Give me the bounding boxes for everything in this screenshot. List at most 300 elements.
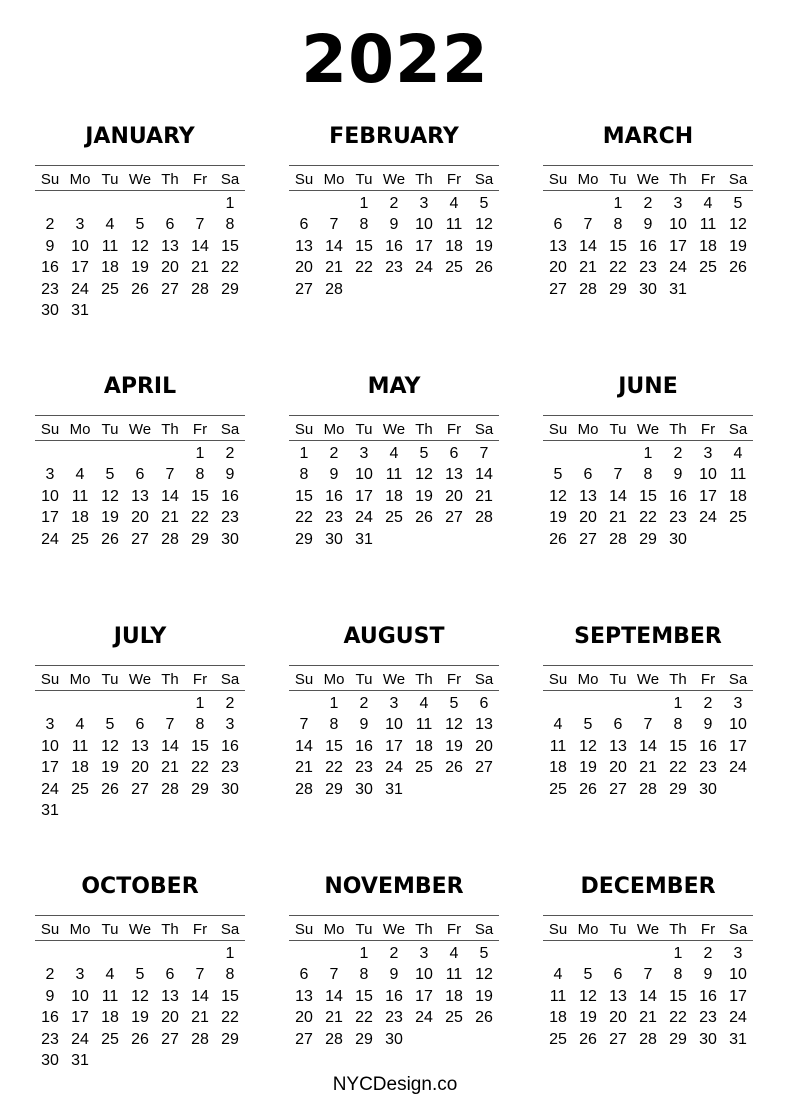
weekday-label: Sa <box>728 421 748 438</box>
day-cell: 21 <box>579 259 597 277</box>
day-cell: 1 <box>673 694 683 712</box>
day-cell: 29 <box>221 1030 239 1048</box>
day-cell: 2 <box>389 944 399 962</box>
weekday-label: Sa <box>728 671 748 688</box>
day-cell: 28 <box>639 780 657 798</box>
day-cell: 27 <box>161 280 179 298</box>
day-cell: 18 <box>445 237 463 255</box>
month-september <box>543 624 753 801</box>
weekday-label: We <box>636 171 660 188</box>
weekday-label: Sa <box>474 421 494 438</box>
day-cell: 23 <box>699 759 717 777</box>
day-cell: 23 <box>355 759 373 777</box>
weekday-label: Su <box>40 671 60 688</box>
day-cell: 7 <box>329 966 339 984</box>
weekday-label: Th <box>161 421 179 438</box>
day-cell: 25 <box>415 759 433 777</box>
week-row <box>543 508 753 530</box>
weekday-label: Su <box>40 921 60 938</box>
week-row <box>543 943 753 965</box>
day-cell: 21 <box>475 487 493 505</box>
day-cell: 17 <box>355 487 373 505</box>
day-cell: 19 <box>131 1009 149 1027</box>
week-row <box>35 943 245 965</box>
week-row <box>289 1008 499 1030</box>
week-row <box>289 486 499 508</box>
weekday-label: Th <box>415 921 433 938</box>
month-name: JUNE <box>618 374 678 399</box>
week-row <box>35 508 245 530</box>
weekday-label: Mo <box>577 421 599 438</box>
day-cell: 19 <box>101 759 119 777</box>
week-row <box>35 715 245 737</box>
day-cell: 28 <box>325 1030 343 1048</box>
day-cell: 13 <box>295 237 313 255</box>
weekday-label: Su <box>294 671 314 688</box>
day-cell: 1 <box>225 944 235 962</box>
day-cell: 17 <box>41 509 59 527</box>
day-cell: 8 <box>329 716 339 734</box>
month-october <box>35 874 245 1072</box>
day-cell: 7 <box>165 466 175 484</box>
day-cell: 12 <box>475 216 493 234</box>
weekday-label: Fr <box>192 671 208 688</box>
weekday-label: We <box>128 921 152 938</box>
month-name: MAY <box>367 374 421 399</box>
day-cell: 20 <box>161 1009 179 1027</box>
day-cell: 22 <box>639 509 657 527</box>
day-cell: 1 <box>613 194 623 212</box>
year-title: 2022 <box>301 21 489 98</box>
day-cell: 3 <box>733 694 743 712</box>
week-row <box>35 279 245 301</box>
day-cell: 18 <box>415 737 433 755</box>
day-cell: 27 <box>609 1030 627 1048</box>
day-cell: 15 <box>355 987 373 1005</box>
day-cell: 4 <box>553 716 563 734</box>
day-cell: 28 <box>475 509 493 527</box>
day-cell: 16 <box>699 987 717 1005</box>
weekday-label: Tu <box>609 921 627 938</box>
week-row <box>35 258 245 280</box>
day-cell: 17 <box>415 237 433 255</box>
day-cell: 18 <box>101 259 119 277</box>
day-cell: 10 <box>71 987 89 1005</box>
day-cell: 31 <box>71 1052 89 1070</box>
day-cell: 15 <box>639 487 657 505</box>
day-cell: 16 <box>385 237 403 255</box>
day-cell: 9 <box>643 216 653 234</box>
day-cell: 12 <box>101 487 119 505</box>
day-cell: 26 <box>579 780 597 798</box>
day-cell: 8 <box>195 466 205 484</box>
day-cell: 30 <box>699 780 717 798</box>
weekday-label: Mo <box>323 671 345 688</box>
day-cell: 11 <box>549 987 567 1005</box>
weekday-label: Mo <box>323 171 345 188</box>
day-cell: 5 <box>479 944 489 962</box>
day-cell: 11 <box>101 987 119 1005</box>
week-row <box>289 986 499 1008</box>
day-cell: 27 <box>579 530 597 548</box>
month-name: APRIL <box>103 374 177 399</box>
day-cell: 13 <box>131 737 149 755</box>
day-cell: 14 <box>325 987 343 1005</box>
day-cell: 2 <box>45 966 55 984</box>
day-cell: 3 <box>75 966 85 984</box>
day-cell: 23 <box>385 259 403 277</box>
day-cell: 20 <box>131 759 149 777</box>
day-cell: 9 <box>359 716 369 734</box>
day-cell: 21 <box>639 1009 657 1027</box>
weekday-header <box>35 420 245 441</box>
day-cell: 13 <box>609 737 627 755</box>
day-cell: 2 <box>45 216 55 234</box>
day-cell: 15 <box>221 987 239 1005</box>
week-row <box>543 279 753 301</box>
month-grid <box>35 665 245 822</box>
week-row <box>289 465 499 487</box>
day-cell: 30 <box>699 1030 717 1048</box>
day-cell: 25 <box>385 509 403 527</box>
day-cell: 24 <box>355 509 373 527</box>
day-cell: 4 <box>733 444 743 462</box>
day-cell: 5 <box>419 444 429 462</box>
day-cell: 1 <box>299 444 309 462</box>
day-cell: 30 <box>355 780 373 798</box>
day-cell: 30 <box>639 280 657 298</box>
day-cell: 26 <box>101 780 119 798</box>
month-august <box>289 624 499 801</box>
month-grid <box>289 415 499 551</box>
day-cell: 15 <box>609 237 627 255</box>
day-cell: 5 <box>135 216 145 234</box>
week-row <box>543 758 753 780</box>
month-may <box>289 374 499 551</box>
day-cell: 23 <box>669 509 687 527</box>
day-cell: 11 <box>549 737 567 755</box>
day-cell: 18 <box>445 987 463 1005</box>
day-cell: 29 <box>609 280 627 298</box>
day-cell: 24 <box>729 759 747 777</box>
week-row <box>35 193 245 215</box>
day-cell: 31 <box>41 802 59 820</box>
day-cell: 2 <box>643 194 653 212</box>
weekday-label: Tu <box>101 421 119 438</box>
day-cell: 5 <box>553 466 563 484</box>
day-cell: 28 <box>161 780 179 798</box>
weekday-label: Th <box>669 421 687 438</box>
day-cell: 16 <box>221 737 239 755</box>
day-cell: 12 <box>445 716 463 734</box>
day-cell: 27 <box>445 509 463 527</box>
weekday-label: Fr <box>446 171 462 188</box>
day-cell: 11 <box>445 966 463 984</box>
day-cell: 13 <box>549 237 567 255</box>
day-cell: 6 <box>583 466 593 484</box>
day-cell: 26 <box>475 1009 493 1027</box>
weekday-label: Fr <box>700 921 716 938</box>
day-cell: 10 <box>41 487 59 505</box>
week-row <box>543 736 753 758</box>
day-cell: 22 <box>191 509 209 527</box>
day-cell: 28 <box>639 1030 657 1048</box>
day-cell: 9 <box>45 987 55 1005</box>
day-cell: 15 <box>221 237 239 255</box>
day-cell: 22 <box>221 1009 239 1027</box>
day-cell: 24 <box>385 759 403 777</box>
day-cell: 27 <box>131 530 149 548</box>
weekday-label: Sa <box>474 171 494 188</box>
day-cell: 15 <box>669 737 687 755</box>
day-cell: 4 <box>419 694 429 712</box>
weekday-label: Fr <box>192 921 208 938</box>
weekday-label: Tu <box>355 921 373 938</box>
weekday-label: Mo <box>69 921 91 938</box>
day-cell: 8 <box>673 716 683 734</box>
day-cell: 13 <box>609 987 627 1005</box>
week-row <box>543 465 753 487</box>
day-cell: 23 <box>41 1030 59 1048</box>
day-cell: 5 <box>449 694 459 712</box>
day-cell: 26 <box>131 280 149 298</box>
day-cell: 14 <box>639 737 657 755</box>
day-cell: 4 <box>75 466 85 484</box>
weekday-label: Th <box>669 671 687 688</box>
day-cell: 23 <box>385 1009 403 1027</box>
day-cell: 29 <box>355 1030 373 1048</box>
day-cell: 19 <box>475 237 493 255</box>
month-grid <box>35 165 245 322</box>
month-name: OCTOBER <box>81 874 199 899</box>
day-cell: 21 <box>191 1009 209 1027</box>
day-cell: 9 <box>329 466 339 484</box>
day-cell: 8 <box>359 216 369 234</box>
week-row <box>289 965 499 987</box>
day-cell: 18 <box>101 1009 119 1027</box>
weekday-label: Tu <box>609 421 627 438</box>
day-cell: 27 <box>161 1030 179 1048</box>
day-cell: 21 <box>639 759 657 777</box>
day-cell: 28 <box>191 280 209 298</box>
day-cell: 19 <box>131 259 149 277</box>
month-april <box>35 374 245 551</box>
day-cell: 13 <box>475 716 493 734</box>
day-cell: 24 <box>415 1009 433 1027</box>
day-cell: 15 <box>191 487 209 505</box>
day-cell: 8 <box>673 966 683 984</box>
day-cell: 10 <box>729 966 747 984</box>
weekday-label: We <box>128 421 152 438</box>
day-cell: 9 <box>389 216 399 234</box>
day-cell: 10 <box>415 216 433 234</box>
weekday-label: Mo <box>323 421 345 438</box>
day-cell: 5 <box>733 194 743 212</box>
week-row <box>543 236 753 258</box>
day-cell: 23 <box>699 1009 717 1027</box>
month-december <box>543 874 753 1051</box>
week-row <box>289 736 499 758</box>
day-cell: 30 <box>669 530 687 548</box>
day-cell: 8 <box>643 466 653 484</box>
day-cell: 8 <box>299 466 309 484</box>
day-cell: 17 <box>729 987 747 1005</box>
day-cell: 28 <box>295 780 313 798</box>
week-row <box>35 779 245 801</box>
day-cell: 8 <box>225 216 235 234</box>
day-cell: 16 <box>325 487 343 505</box>
day-cell: 14 <box>161 487 179 505</box>
day-cell: 26 <box>475 259 493 277</box>
day-cell: 12 <box>475 966 493 984</box>
weekday-label: Th <box>161 171 179 188</box>
month-name: DECEMBER <box>580 874 716 899</box>
day-cell: 19 <box>101 509 119 527</box>
day-cell: 13 <box>579 487 597 505</box>
day-cell: 12 <box>415 466 433 484</box>
day-cell: 24 <box>699 509 717 527</box>
day-cell: 17 <box>71 1009 89 1027</box>
weekday-label: Su <box>548 421 568 438</box>
day-cell: 6 <box>613 966 623 984</box>
day-cell: 17 <box>71 259 89 277</box>
month-grid <box>289 165 499 301</box>
day-cell: 1 <box>195 444 205 462</box>
month-name: SEPTEMBER <box>574 624 722 649</box>
day-cell: 10 <box>385 716 403 734</box>
weekday-label: Th <box>415 421 433 438</box>
weekday-label: Mo <box>69 671 91 688</box>
month-name: MARCH <box>602 124 694 149</box>
weekday-label: Tu <box>609 171 627 188</box>
day-cell: 19 <box>579 759 597 777</box>
day-cell: 3 <box>75 216 85 234</box>
day-cell: 18 <box>549 1009 567 1027</box>
day-cell: 4 <box>105 216 115 234</box>
weekday-label: Th <box>161 671 179 688</box>
day-cell: 21 <box>609 509 627 527</box>
month-grid <box>35 415 245 551</box>
day-cell: 21 <box>161 509 179 527</box>
week-row <box>289 758 499 780</box>
week-row <box>289 279 499 301</box>
day-cell: 22 <box>669 1009 687 1027</box>
day-cell: 27 <box>295 1030 313 1048</box>
day-cell: 9 <box>45 237 55 255</box>
weekday-header <box>35 670 245 691</box>
weekday-label: Su <box>548 671 568 688</box>
day-cell: 19 <box>445 737 463 755</box>
day-cell: 9 <box>703 716 713 734</box>
day-cell: 14 <box>161 737 179 755</box>
day-cell: 19 <box>549 509 567 527</box>
day-cell: 3 <box>733 944 743 962</box>
weekday-label: We <box>636 671 660 688</box>
day-cell: 8 <box>195 716 205 734</box>
day-cell: 5 <box>105 466 115 484</box>
weekday-label: Mo <box>577 671 599 688</box>
week-row <box>35 1051 245 1073</box>
day-cell: 29 <box>191 530 209 548</box>
day-cell: 17 <box>385 737 403 755</box>
day-cell: 14 <box>475 466 493 484</box>
day-cell: 10 <box>729 716 747 734</box>
day-cell: 24 <box>41 530 59 548</box>
weekday-label: Fr <box>192 421 208 438</box>
week-row <box>289 693 499 715</box>
day-cell: 3 <box>419 944 429 962</box>
week-row <box>543 529 753 551</box>
day-cell: 10 <box>71 237 89 255</box>
day-cell: 7 <box>583 216 593 234</box>
weekday-label: Tu <box>355 421 373 438</box>
weekday-label: Fr <box>446 421 462 438</box>
weekday-header <box>35 170 245 191</box>
weekday-label: Mo <box>577 921 599 938</box>
weekday-label: Fr <box>700 671 716 688</box>
day-cell: 3 <box>673 194 683 212</box>
day-cell: 4 <box>449 194 459 212</box>
day-cell: 15 <box>191 737 209 755</box>
day-cell: 21 <box>191 259 209 277</box>
week-row <box>35 758 245 780</box>
day-cell: 28 <box>325 280 343 298</box>
day-cell: 23 <box>221 759 239 777</box>
day-cell: 16 <box>41 1009 59 1027</box>
day-cell: 27 <box>609 780 627 798</box>
week-row <box>35 1008 245 1030</box>
weekday-label: Tu <box>355 171 373 188</box>
month-name: JULY <box>113 624 167 649</box>
weekday-label: Sa <box>220 171 240 188</box>
day-cell: 17 <box>415 987 433 1005</box>
day-cell: 1 <box>643 444 653 462</box>
weekday-label: Su <box>548 921 568 938</box>
weekday-label: Su <box>294 921 314 938</box>
month-name: NOVEMBER <box>324 874 464 899</box>
day-cell: 26 <box>549 530 567 548</box>
day-cell: 20 <box>549 259 567 277</box>
day-cell: 3 <box>703 444 713 462</box>
day-cell: 7 <box>195 966 205 984</box>
day-cell: 3 <box>359 444 369 462</box>
day-cell: 9 <box>389 966 399 984</box>
day-cell: 24 <box>415 259 433 277</box>
weekday-label: Sa <box>220 421 240 438</box>
day-cell: 6 <box>613 716 623 734</box>
week-row <box>35 301 245 323</box>
day-cell: 6 <box>135 716 145 734</box>
month-name: JANUARY <box>85 124 195 149</box>
day-cell: 29 <box>639 530 657 548</box>
day-cell: 24 <box>41 780 59 798</box>
weekday-header <box>543 920 753 941</box>
day-cell: 5 <box>583 966 593 984</box>
day-cell: 22 <box>609 259 627 277</box>
day-cell: 9 <box>673 466 683 484</box>
month-grid <box>543 415 753 551</box>
week-row <box>543 1029 753 1051</box>
day-cell: 30 <box>325 530 343 548</box>
day-cell: 16 <box>669 487 687 505</box>
weekday-header <box>289 420 499 441</box>
day-cell: 29 <box>295 530 313 548</box>
weekday-label: Su <box>294 171 314 188</box>
day-cell: 10 <box>41 737 59 755</box>
day-cell: 11 <box>445 216 463 234</box>
day-cell: 22 <box>355 259 373 277</box>
day-cell: 25 <box>729 509 747 527</box>
